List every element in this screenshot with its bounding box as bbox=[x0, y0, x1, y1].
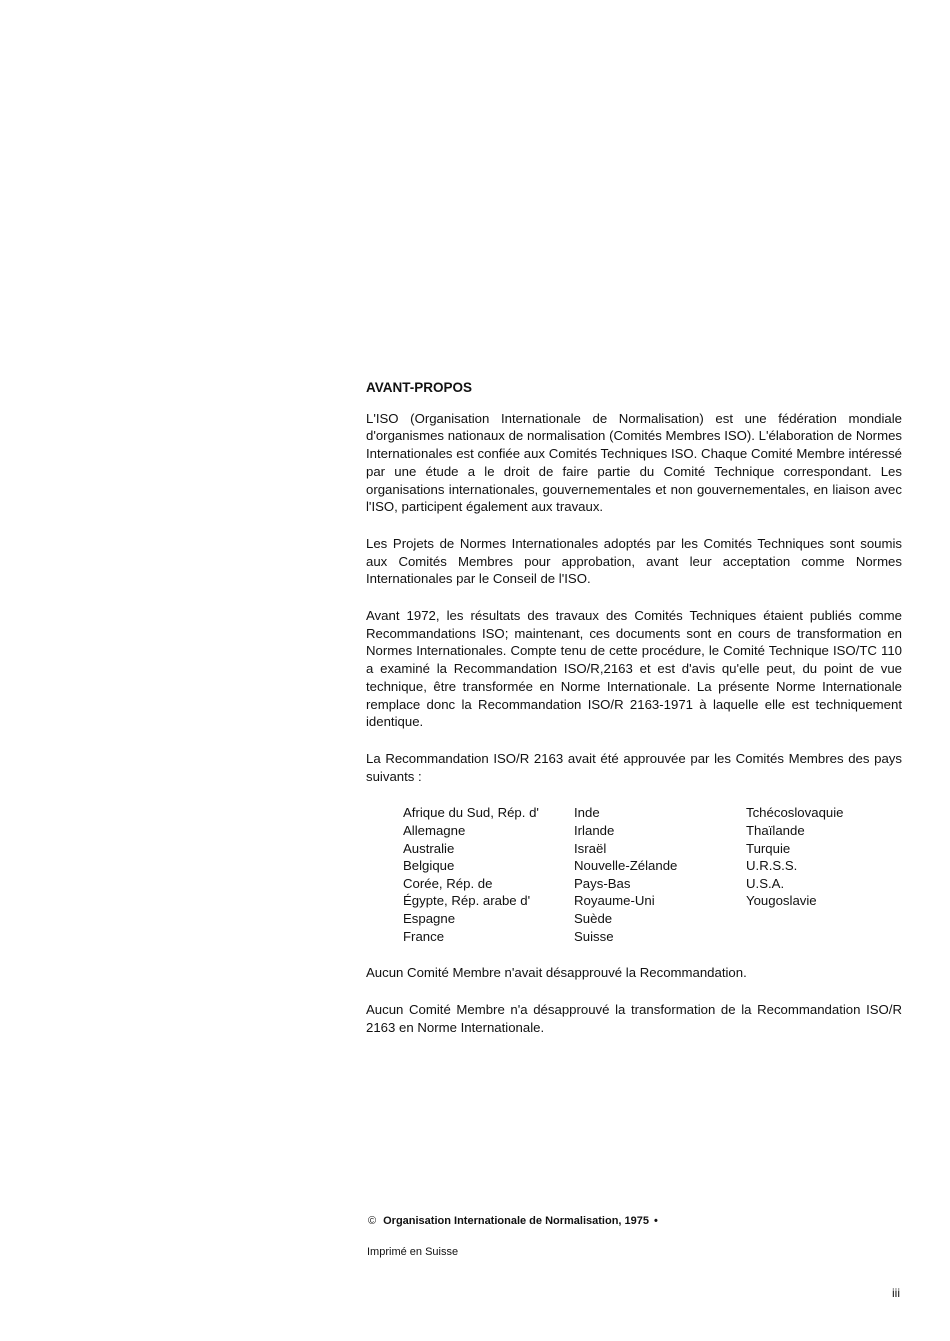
paragraph-no-disapproval-recommendation: Aucun Comité Membre n'avait désapprouvé la Recommandation. bbox=[366, 965, 747, 981]
paragraph-projects: Les Projets de Normes Internationales adoptés par les Comités Techniques sont soumis aux Comités Membres pour approbation, avant leur acceptation comme Normes Internationales par le Conseil de l'ISO. bbox=[366, 535, 902, 587]
country-item: Corée, Rép. de bbox=[403, 875, 493, 891]
country-item: Tchécoslovaquie bbox=[746, 805, 844, 821]
section-heading: AVANT-PROPOS bbox=[366, 380, 473, 395]
page-number: iii bbox=[892, 1286, 900, 1300]
country-item: Inde bbox=[574, 805, 600, 821]
foreword-section bbox=[366, 379, 902, 1055]
country-item: Israël bbox=[574, 840, 607, 856]
bullet-icon: • bbox=[654, 1215, 658, 1227]
country-column-2 bbox=[574, 804, 746, 945]
paragraph-history: Avant 1972, les résultats des travaux des Comités Techniques étaient publiés comme Recommandations ISO; maintenant, ces documents sont en cours de transformation en Normes Internationales. Compte tenu de cette procédure, le Comité Technique ISO/TC 110 a examiné la Recommandation ISO/R,2163 et est d'avis qu'elle peut, du point de vue technique, être transformée en Norme Internationale. La présente Norme Internationale remplace donc la Recommandation ISO/R 2163-1971 à laquelle elle est techniquement identique. bbox=[366, 608, 902, 730]
country-item: Allemagne bbox=[403, 822, 466, 838]
country-list bbox=[403, 804, 902, 945]
paragraph-iso-intro: L'ISO (Organisation Internationale de Normalisation) est une fédération mondiale d'organismes nationaux de normalisation (Comités Membres ISO). L'élaboration de Normes Internationales est confiée aux Comités Techniques ISO. Chaque Comité Membre intéressé par une étude a le droit de faire partie du Comité Technique correspondant. Les organisations internationales, gouvernementales et non gouvernementales, en liaison avec l'ISO, participent également aux travaux. bbox=[366, 410, 902, 515]
country-item: Suisse bbox=[574, 928, 614, 944]
country-item: Yougoslavie bbox=[746, 893, 817, 909]
country-item: Australie bbox=[403, 840, 455, 856]
country-column-3 bbox=[746, 804, 906, 945]
copyright-line bbox=[368, 1215, 658, 1227]
country-item: Thaïlande bbox=[746, 822, 805, 838]
paragraph-no-disapproval-transformation: Aucun Comité Membre n'a désapprouvé la transformation de la Recommandation ISO/R 2163 en Norme Internationale. bbox=[366, 1001, 902, 1035]
country-item: Turquie bbox=[746, 840, 791, 856]
paragraph-approval: La Recommandation ISO/R 2163 avait été approuvée par les Comités Membres des pays suivants : bbox=[366, 750, 902, 784]
country-item: Égypte, Rép. arabe d' bbox=[403, 893, 531, 909]
country-column-1 bbox=[403, 804, 574, 945]
printed-in: Imprimé en Suisse bbox=[367, 1246, 459, 1258]
country-item: U.S.A. bbox=[746, 875, 785, 891]
copyright-text: Organisation Internationale de Normalisation, 1975 bbox=[383, 1215, 650, 1227]
country-item: Suède bbox=[574, 910, 613, 926]
country-item: Espagne bbox=[403, 910, 456, 926]
country-item: Belgique bbox=[403, 858, 455, 874]
country-item: U.R.S.S. bbox=[746, 858, 798, 874]
country-item: Irlande bbox=[574, 822, 615, 838]
copyright-symbol: © bbox=[368, 1215, 377, 1227]
country-item: Pays-Bas bbox=[574, 875, 631, 891]
country-item: Nouvelle-Zélande bbox=[574, 858, 678, 874]
country-item: Afrique du Sud, Rép. d' bbox=[403, 805, 539, 821]
country-item: France bbox=[403, 928, 445, 944]
country-item: Royaume-Uni bbox=[574, 893, 655, 909]
